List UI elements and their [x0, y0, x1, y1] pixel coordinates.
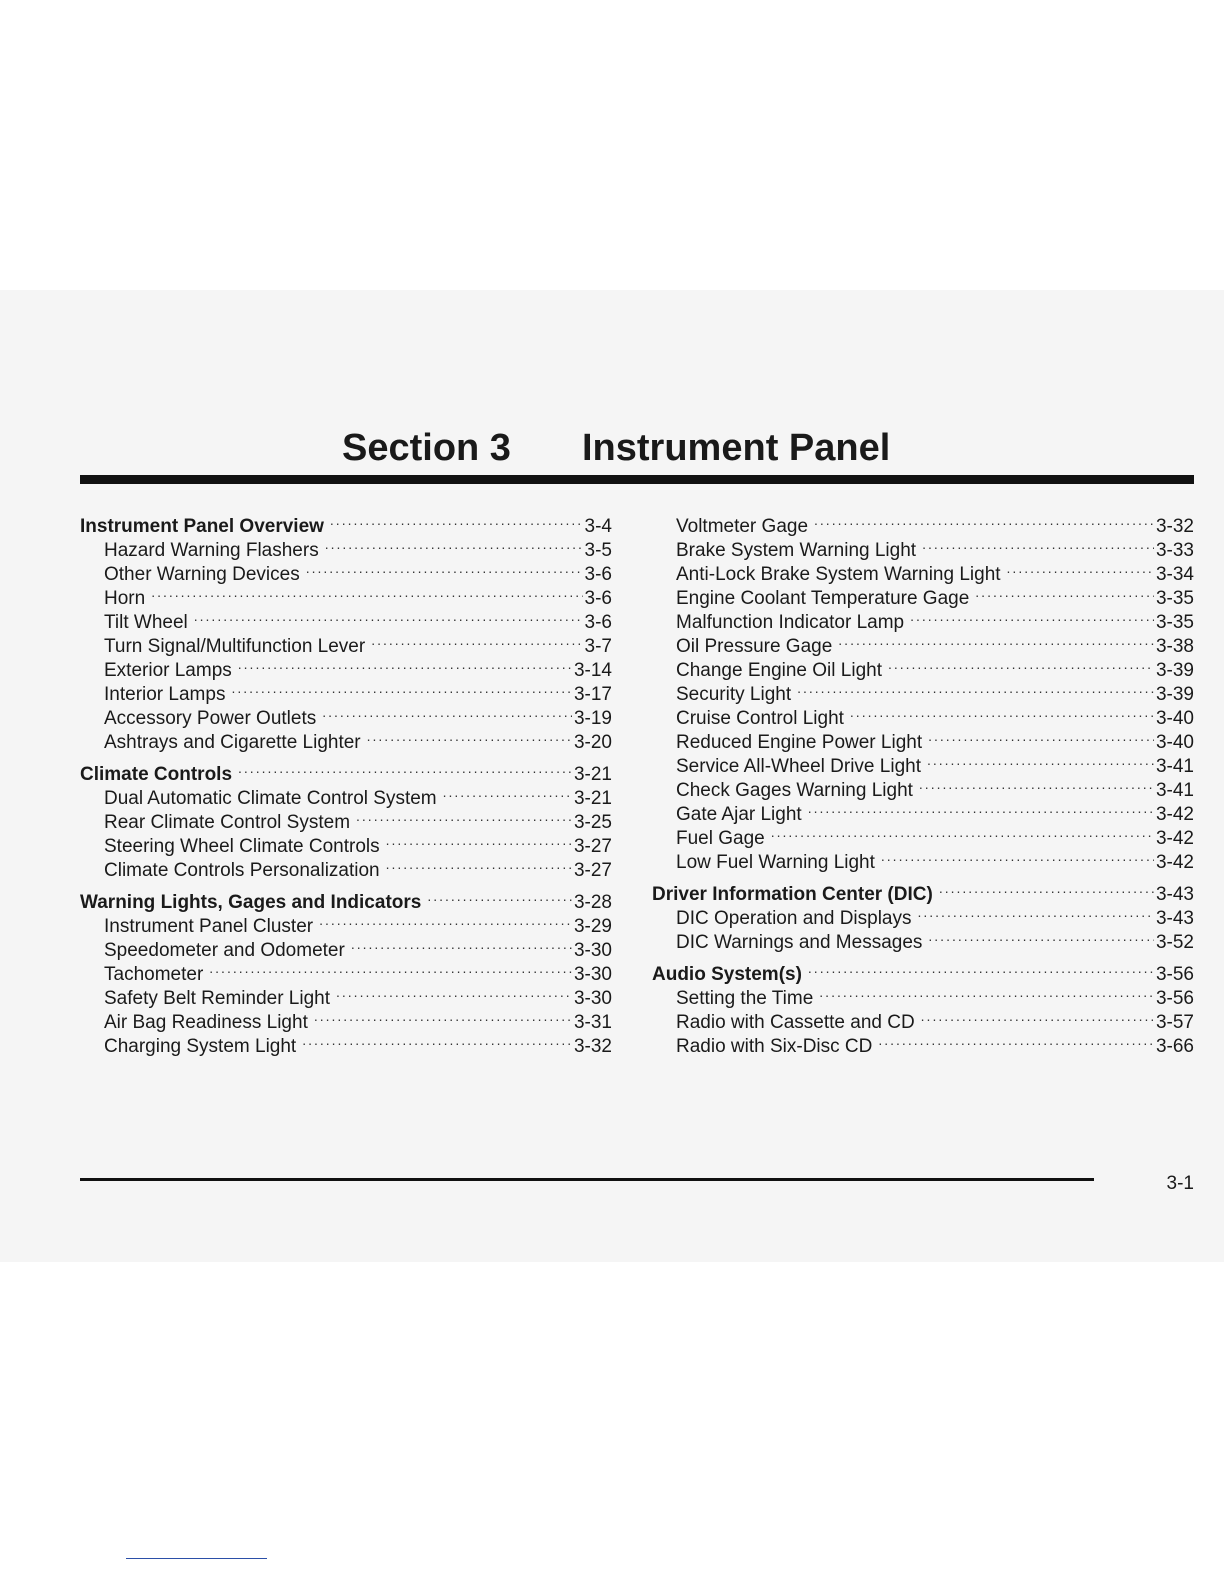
toc-page-number: 3-41: [1155, 756, 1194, 777]
toc-page-number: 3-39: [1155, 684, 1194, 705]
leader-dots: [888, 652, 1154, 676]
leader-dots: [351, 932, 572, 956]
toc-page-number: 3-30: [573, 940, 612, 961]
leader-dots: [231, 676, 572, 700]
leader-dots: [443, 780, 572, 804]
toc-entry[interactable]: [652, 508, 1194, 537]
toc-page-number: 3-43: [1155, 908, 1194, 929]
toc-entry-label: Gate Ajar Light: [676, 804, 802, 825]
toc-entry-label: Brake System Warning Light: [676, 540, 917, 561]
leader-dots: [322, 700, 572, 724]
toc-heading-label: Audio System(s): [652, 964, 802, 985]
leader-dots: [209, 956, 572, 980]
toc-entry-label: Tilt Wheel: [104, 612, 188, 633]
toc-page-number: 3-29: [573, 916, 612, 937]
leader-dots: [302, 1028, 572, 1052]
toc-entry[interactable]: [80, 604, 612, 633]
toc-entry-label: Check Gages Warning Light: [676, 780, 913, 801]
toc-entry-label: Engine Coolant Temperature Gage: [676, 588, 970, 609]
leader-dots: [386, 852, 572, 876]
toc-page-number: 3-31: [573, 1012, 612, 1033]
section-number: Section 3: [342, 427, 511, 469]
toc-page-number: 3-21: [573, 764, 612, 785]
leader-dots: [918, 900, 1154, 924]
footer-link-underline: [126, 1558, 267, 1559]
toc-page-number: 3-57: [1155, 1012, 1194, 1033]
leader-dots: [330, 508, 583, 532]
toc-page-number: 3-21: [573, 788, 612, 809]
toc-heading-entry[interactable]: [80, 884, 612, 913]
footer-divider: [80, 1178, 1094, 1181]
toc-page-number: 3-25: [573, 812, 612, 833]
toc-heading-label: Warning Lights, Gages and Indicators: [80, 892, 422, 913]
toc-entry-label: Climate Controls Personalization: [104, 860, 380, 881]
leader-dots: [386, 828, 572, 852]
toc-page-number: 3-5: [584, 540, 612, 561]
toc-page-number: 3-4: [584, 516, 612, 537]
toc-entry-label: Dual Automatic Climate Control System: [104, 788, 437, 809]
toc-entry-label: Fuel Gage: [676, 828, 765, 849]
leader-dots: [151, 580, 582, 604]
leader-dots: [771, 820, 1154, 844]
toc-entry-label: Safety Belt Reminder Light: [104, 988, 331, 1009]
toc-group: [652, 876, 1194, 953]
leader-dots: [306, 556, 583, 580]
toc-page-number: 3-66: [1155, 1036, 1194, 1057]
toc-page-number: 3-19: [573, 708, 612, 729]
section-title: [0, 425, 1224, 471]
toc-entry-label: Other Warning Devices: [104, 564, 300, 585]
toc-page-number: 3-20: [573, 732, 612, 753]
toc-entry-label: Exterior Lamps: [104, 660, 232, 681]
toc-page-number: 3-27: [573, 836, 612, 857]
leader-dots: [975, 580, 1154, 604]
toc-page-number: 3-14: [573, 660, 612, 681]
toc-page-number: 3-6: [584, 564, 612, 585]
toc-entry-label: Cruise Control Light: [676, 708, 844, 729]
toc-entry-label: Accessory Power Outlets: [104, 708, 317, 729]
leader-dots: [238, 756, 572, 780]
toc-entry-label: Instrument Panel Cluster: [104, 916, 314, 937]
toc-page-number: 3-17: [573, 684, 612, 705]
leader-dots: [881, 844, 1154, 868]
toc-group: [80, 756, 612, 881]
toc-page-number: 3-42: [1155, 804, 1194, 825]
toc-heading-entry[interactable]: [652, 956, 1194, 985]
page-number: 3-1: [1166, 1173, 1194, 1194]
leader-dots: [814, 508, 1154, 532]
leader-dots: [819, 980, 1154, 1004]
toc-heading-label: Instrument Panel Overview: [80, 516, 324, 537]
toc-group: [80, 508, 612, 753]
toc-page-number: 3-42: [1155, 852, 1194, 873]
toc-page-number: 3-7: [584, 636, 612, 657]
section-name: Instrument Panel: [582, 427, 891, 469]
leader-dots: [797, 676, 1154, 700]
toc-page-number: 3-56: [1155, 964, 1194, 985]
toc-page-number: 3-27: [573, 860, 612, 881]
leader-dots: [838, 628, 1154, 652]
toc-heading-label: Driver Information Center (DIC): [652, 884, 933, 905]
toc-page-number: 3-28: [573, 892, 612, 913]
leader-dots: [238, 652, 572, 676]
leader-dots: [939, 876, 1154, 900]
toc-entry-label: Oil Pressure Gage: [676, 636, 833, 657]
toc-page-number: 3-35: [1155, 612, 1194, 633]
toc-entry-label: DIC Operation and Displays: [676, 908, 912, 929]
toc-entry-label: Change Engine Oil Light: [676, 660, 882, 681]
leader-dots: [325, 532, 583, 556]
toc-group-continued: [652, 508, 1194, 873]
toc-entry-label: Hazard Warning Flashers: [104, 540, 319, 561]
toc-page-number: 3-40: [1155, 708, 1194, 729]
leader-dots: [808, 956, 1154, 980]
toc-entry-label: DIC Warnings and Messages: [676, 932, 923, 953]
toc-heading-entry[interactable]: [652, 876, 1194, 905]
leader-dots: [927, 748, 1154, 772]
toc-entry-label: Reduced Engine Power Light: [676, 732, 923, 753]
leader-dots: [910, 604, 1154, 628]
toc-page-number: 3-39: [1155, 660, 1194, 681]
toc-entry-label: Steering Wheel Climate Controls: [104, 836, 380, 857]
leader-dots: [922, 532, 1154, 556]
leader-dots: [367, 724, 572, 748]
leader-dots: [1007, 556, 1154, 580]
toc-entry-label: Ashtrays and Cigarette Lighter: [104, 732, 361, 753]
toc-entry-label: Horn: [104, 588, 146, 609]
toc-page-number: 3-41: [1155, 780, 1194, 801]
toc-page-number: 3-56: [1155, 988, 1194, 1009]
toc-entry-label: Turn Signal/Multifunction Lever: [104, 636, 366, 657]
toc-page-number: 3-38: [1155, 636, 1194, 657]
toc-group: [652, 956, 1194, 1057]
leader-dots: [921, 1004, 1154, 1028]
leader-dots: [850, 700, 1154, 724]
toc-page-number: 3-6: [584, 588, 612, 609]
leader-dots: [878, 1028, 1154, 1052]
toc-column-right: [652, 508, 1194, 1060]
toc-page-number: 3-43: [1155, 884, 1194, 905]
toc-heading-entry[interactable]: [80, 756, 612, 785]
toc-page-number: 3-30: [573, 964, 612, 985]
title-divider: [80, 475, 1194, 484]
toc-page-number: 3-34: [1155, 564, 1194, 585]
leader-dots: [919, 772, 1154, 796]
toc-entry-label: Low Fuel Warning Light: [676, 852, 875, 873]
toc-page-number: 3-42: [1155, 828, 1194, 849]
toc-page-number: 3-32: [1155, 516, 1194, 537]
toc-heading-entry[interactable]: [80, 508, 612, 537]
toc-page-number: 3-33: [1155, 540, 1194, 561]
leader-dots: [928, 924, 1154, 948]
toc-entry-label: Tachometer: [104, 964, 204, 985]
toc-heading-label: Climate Controls: [80, 764, 233, 785]
toc-page-number: 3-32: [573, 1036, 612, 1057]
toc-entry-label: Setting the Time: [676, 988, 814, 1009]
leader-dots: [371, 628, 582, 652]
toc-entry-label: Service All-Wheel Drive Light: [676, 756, 921, 777]
leader-dots: [808, 796, 1154, 820]
toc-page-number: 3-35: [1155, 588, 1194, 609]
toc-entry-label: Radio with Cassette and CD: [676, 1012, 915, 1033]
toc-entry-label: Security Light: [676, 684, 792, 705]
toc-entry-label: Radio with Six-Disc CD: [676, 1036, 873, 1057]
toc-column-left: [80, 508, 612, 1060]
toc-page-number: 3-6: [584, 612, 612, 633]
leader-dots: [336, 980, 572, 1004]
toc-page-number: 3-40: [1155, 732, 1194, 753]
toc-entry-label: Anti-Lock Brake System Warning Light: [676, 564, 1001, 585]
toc-entry-label: Speedometer and Odometer: [104, 940, 345, 961]
toc-entry-label: Air Bag Readiness Light: [104, 1012, 308, 1033]
leader-dots: [194, 604, 583, 628]
toc-entry-label: Malfunction Indicator Lamp: [676, 612, 905, 633]
toc-page-number: 3-30: [573, 988, 612, 1009]
leader-dots: [928, 724, 1154, 748]
leader-dots: [319, 908, 572, 932]
leader-dots: [356, 804, 572, 828]
toc-group: [80, 884, 612, 1057]
toc-entry[interactable]: [80, 580, 612, 609]
toc-entry-label: Voltmeter Gage: [676, 516, 809, 537]
toc-entry-label: Rear Climate Control System: [104, 812, 351, 833]
toc-entry-label: Charging System Light: [104, 1036, 297, 1057]
leader-dots: [314, 1004, 572, 1028]
leader-dots: [427, 884, 572, 908]
toc-page-number: 3-52: [1155, 932, 1194, 953]
toc-entry-label: Interior Lamps: [104, 684, 226, 705]
